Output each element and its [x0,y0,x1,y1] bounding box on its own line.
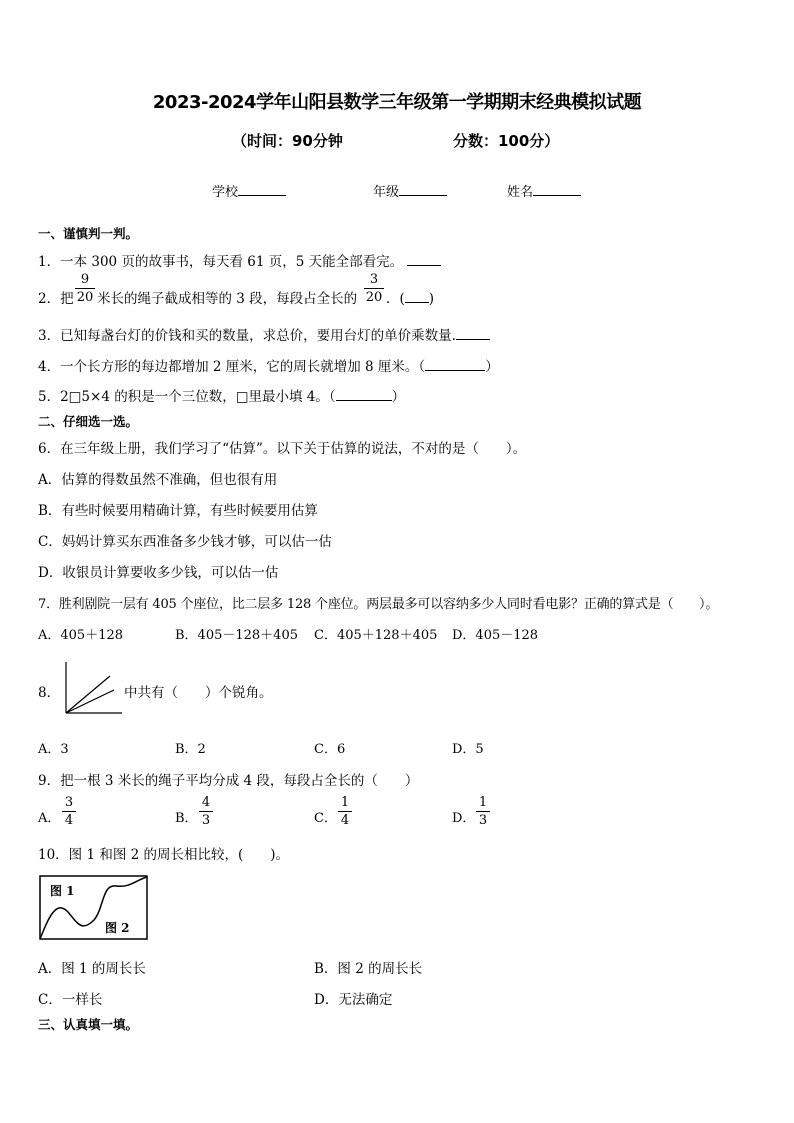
question-5-text: 5．2□5×4 的积是一个三位数，□里最小填 4。（ [38,389,336,405]
answer-blank-1[interactable] [407,253,441,266]
denominator: 3 [201,813,211,828]
name-label: 姓名 [507,185,534,200]
question-6-option-a[interactable]: A．估算的得数虽然不准确，但也很有用 [38,472,278,488]
page-title: 2023-2024学年山阳县数学三年级第一学期期末经典模拟试题 [152,92,642,113]
question-10-option-d[interactable]: D．无法确定 [314,992,393,1008]
question-9-option-a-fraction[interactable] [62,795,76,828]
question-1 [38,250,441,270]
question-8-text: 中共有（ ）个锐角。 [124,685,273,701]
question-3-text: 3．已知每盏台灯的价钱和买的数量，求总价，要用台灯的单价乘数量. [38,328,456,344]
question-7-option-b[interactable]: B．405－128＋405 [175,628,298,643]
question-2 [38,287,74,307]
grade-label: 年级 [373,185,400,200]
fraction-3-20 [364,272,384,305]
denominator: 3 [478,813,488,828]
question-10-option-c[interactable]: C．一样长 [38,992,103,1008]
question-7-option-a[interactable]: A．405＋128 [38,628,124,643]
question-9-option-d-fraction[interactable] [476,795,490,828]
section-heading-1: 一、谨慎判一判。 [38,226,139,241]
grade-field[interactable] [373,181,447,200]
school-field[interactable] [212,181,286,200]
question-2-close-paren: ) [428,291,435,307]
numerator: 9 [80,272,90,287]
question-9-option-b-fraction[interactable] [199,795,213,828]
exam-score: 分数：100分） [453,132,560,150]
figure-1-label: 图 1 [50,884,75,898]
name-field[interactable] [507,181,581,200]
figure-2-label: 图 2 [105,921,130,935]
question-8-number: 8． [38,685,61,701]
answer-blank-4[interactable] [425,358,485,371]
question-9-option-d-label[interactable]: D． [452,811,476,826]
question-7: 7．胜利剧院一层有 405 个座位，比二层多 128 个座位。两层最多可以容纳多少人同时看电影？正确的算式是（ ）。 [38,597,719,612]
angle-figure [62,660,124,716]
question-6-option-c[interactable]: C．妈妈计算买东西准备多少钱才够，可以估一估 [38,534,332,550]
question-3 [38,324,490,344]
question-2-middle: 米长的绳子截成相等的 3 段，每段占全长的 [97,291,358,307]
section-heading-2: 二、仔细选一选。 [38,414,139,429]
question-9-option-a-label[interactable]: A． [38,811,61,826]
question-2-prefix: 2．把 [38,291,74,307]
school-label: 学校 [212,185,239,200]
denominator: 20 [365,290,383,305]
numerator: 1 [340,795,350,810]
fraction-9-20 [75,272,95,305]
denominator: 4 [64,813,74,828]
numerator: 3 [64,795,74,810]
answer-blank-5[interactable] [336,388,392,401]
question-8-option-b[interactable]: B．2 [175,742,206,757]
question-8-option-a[interactable]: A．3 [38,742,69,757]
question-7-option-c[interactable]: C．405＋128＋405 [314,628,438,643]
denominator: 4 [340,813,350,828]
numerator: 4 [201,795,211,810]
question-9-option-c-fraction[interactable] [338,795,352,828]
question-2-open-paren: ．( [386,291,405,307]
question-9-option-b-label[interactable]: B． [175,811,198,826]
question-5-close-paren: ） [391,389,406,405]
question-6-option-b[interactable]: B．有些时候要用精确计算，有些时候要用估算 [38,503,318,519]
question-6: 6．在三年级上册，我们学习了“估算”。以下关于估算的说法，不对的是（ ）。 [38,441,527,457]
denominator: 20 [76,290,94,305]
question-8-option-d[interactable]: D．5 [452,742,484,757]
question-10-option-a[interactable]: A．图 1 的周长长 [38,961,146,977]
question-5 [38,385,405,405]
answer-blank-3[interactable] [456,327,490,340]
exam-time: （时间：90分钟 [232,132,343,150]
question-10-option-b[interactable]: B．图 2 的周长长 [314,961,423,977]
question-1-text: 1．一本 300 页的故事书，每天看 61 页，5 天能全部看完。 [38,254,404,270]
question-2-suffix [386,287,434,307]
answer-blank-2[interactable] [405,290,429,303]
question-4-close-paren: ） [485,359,499,375]
question-6-option-d[interactable]: D．收银员计算要收多少钱，可以估一估 [38,565,279,581]
question-8-option-c[interactable]: C．6 [314,742,346,757]
question-10: 10．图 1 和图 2 的周长相比较，( )。 [38,847,290,863]
question-9-option-c-label[interactable]: C． [314,811,337,826]
numerator: 1 [478,795,488,810]
question-9: 9．把一根 3 米长的绳子平均分成 4 段，每段占全长的（ ） [38,773,419,789]
question-7-option-d[interactable]: D．405－128 [452,628,539,643]
question-4-text: 4．一个长方形的每边都增加 2 厘米，它的周长就增加 8 厘米。（ [38,359,426,375]
question-4 [38,355,499,375]
numerator: 3 [369,272,379,287]
section-heading-3: 三、认真填一填。 [38,1017,139,1032]
